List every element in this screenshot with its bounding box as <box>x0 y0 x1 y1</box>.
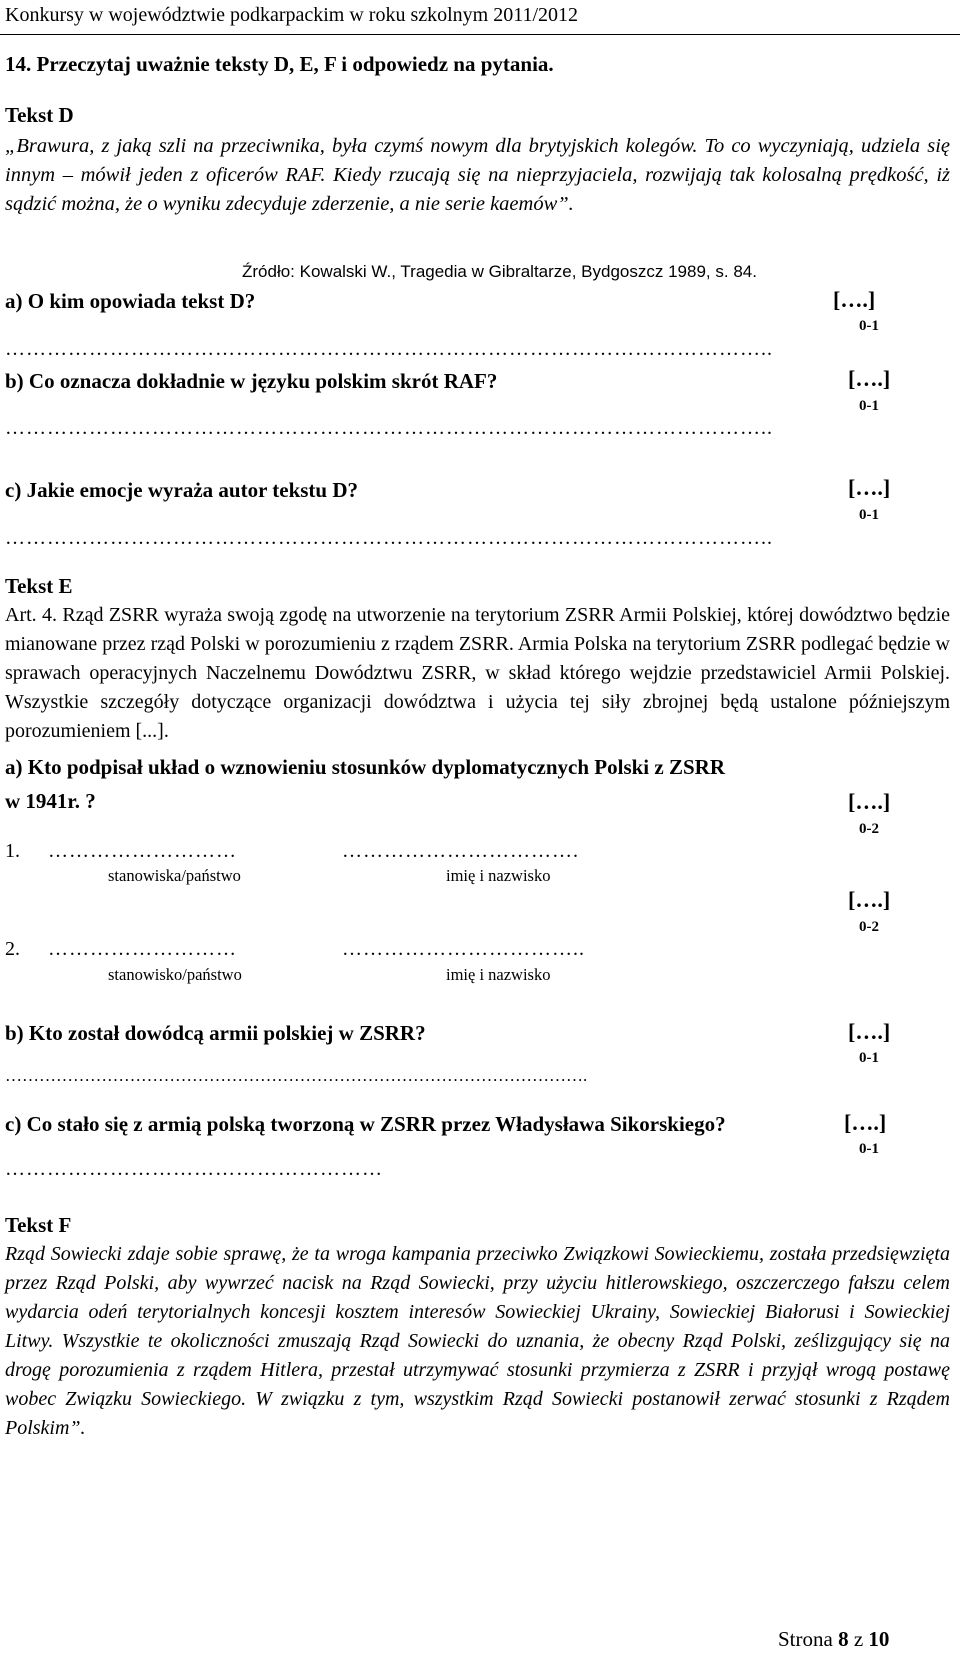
footer-page: 8 <box>838 1627 849 1651</box>
question-e-a: a) Kto podpisał układ o wznowieniu stosunków dyplomatycznych Polski z ZSRR <box>5 755 725 779</box>
answer-line-d-a[interactable]: ……………………………………………………………………………………………….. <box>5 338 773 360</box>
question-d-b: b) Co oznacza dokładnie w języku polskim skrót RAF? <box>5 369 498 393</box>
caption-name: imię i nazwisko <box>446 866 551 885</box>
text-f-title: Tekst F <box>5 1213 72 1237</box>
answer-line-e-c[interactable]: ……………………………………………… <box>5 1158 383 1180</box>
footer-prefix: Strona <box>778 1627 833 1651</box>
answer-line-name-1[interactable]: ……………………………. <box>342 840 579 862</box>
points-bracket: [….] <box>848 887 891 912</box>
text-f-body: Rząd Sowiecki zdaje sobie sprawę, że ta wroga kampania przeciwko Związkowi Sowieckiemu, została przedsięwzięta przez Rząd Polski, aby wywrzeć nacisk na Rząd Sowiecki, przy użyciu hitlerowskiego, oszczerczego fałszu celem wydarcia odeń terytorialnych koncesji kosztem interesów Sowieckiej Ukrainy, Sowieckiej Białorusi i Sowieckiej Litwy. Wszystkie te okoliczności zmuszają Rząd Sowiecki do uznania, że obecny Rząd Polski, ześlizgujący się na drogę porozumienia z rządem Hitlera, przestał utrzymywać stosunki przymierza z ZSRR i przyjął wrogą postawę wobec Związku Sowieckiego. W związku z tym, wszystkim Rząd Sowiecki postanowił zerwać stosunki z Rządem Polskim”. <box>5 1243 950 1439</box>
question-e-c: c) Co stało się z armią polską tworzoną w ZSRR przez Władysława Sikorskiego? <box>5 1112 726 1136</box>
caption-position: stanowiska/państwo <box>108 866 241 885</box>
text-e-body: Art. 4. Rząd ZSRR wyraża swoją zgodę na utworzenie na terytorium ZSRR Armii Polskiej, której dowództwo będzie mianowane przez rząd Polski w porozumieniu z rządem ZSRR. Armia Polska na terytorium ZSRR podlegać będzie w sprawach operacyjnych Naczelnemu Dowództwu ZSRR, w skład którego wejdzie przedstawiciel Armii Polskiej. Wszystkie szczegóły dotyczące organizacji dowództwa i użycia tej siły zbrojnej będą ustalone późniejszym porozumieniem [...]. <box>5 604 950 742</box>
text-e-title: Tekst E <box>5 574 73 598</box>
page-header <box>0 0 960 35</box>
row-number: 1. <box>5 840 20 862</box>
points-label: 0-1 <box>859 318 879 334</box>
points-label: 0-1 <box>859 1141 879 1157</box>
points-bracket: [….] <box>848 475 891 500</box>
points-label: 0-1 <box>859 1050 879 1066</box>
text-d-body: „Brawura, z jaką szli na przeciwnika, była czymś nowym dla brytyjskich kolegów. To co wyczyniają, udziela się innym – mówił jeden z oficerów RAF. Kiedy rzucają się na nieprzyjaciela, rozwijają tak kolosalną prędkość, iż sądzić można, że o wyniku zdecyduje zderzenie, a nie serie kaemów”. <box>5 135 950 215</box>
text-d-source: Źródło: Kowalski W., Tragedia w Gibraltarze, Bydgoszcz 1989, s. 84. <box>242 262 757 281</box>
task-title: 14. Przeczytaj uważnie teksty D, E, F i odpowiedz na pytania. <box>5 52 554 76</box>
points-bracket: [….] <box>848 366 891 391</box>
points-label: 0-2 <box>859 919 879 935</box>
answer-line-position-1[interactable]: ……………………… <box>48 840 237 862</box>
row-number: 2. <box>5 938 20 960</box>
caption-name: imię i nazwisko <box>446 965 551 984</box>
question-e-a-cont: w 1941r. ? <box>5 789 96 813</box>
points-label: 0-1 <box>859 507 879 523</box>
answer-line-e-b[interactable]: …………………………………………………………………………………………. <box>5 1066 588 1085</box>
points-label: 0-2 <box>859 821 879 837</box>
points-bracket: [….] <box>848 789 891 814</box>
footer-total: 10 <box>868 1627 890 1651</box>
answer-line-position-2[interactable]: ……………………… <box>48 938 237 960</box>
question-e-b: b) Kto został dowódcą armii polskiej w ZSRR? <box>5 1021 426 1045</box>
page-footer <box>778 1627 889 1652</box>
answer-line-d-b[interactable]: ……………………………………………………………………………………………….. <box>5 417 773 439</box>
header-text: Konkursy w województwie podkarpackim w roku szkolnym 2011/2012 <box>5 4 579 26</box>
answer-line-d-c[interactable]: ……………………………………………………………………………………………….. <box>5 527 773 549</box>
points-label: 0-1 <box>859 398 879 414</box>
answer-line-name-2[interactable]: …………………………….. <box>342 938 585 960</box>
points-bracket: [….] <box>848 1019 891 1044</box>
caption-position: stanowisko/państwo <box>108 965 242 984</box>
question-d-a: a) O kim opowiada tekst D? <box>5 289 256 313</box>
footer-sep: z <box>853 1627 864 1651</box>
text-d-title: Tekst D <box>5 103 74 127</box>
question-d-c: c) Jakie emocje wyraża autor tekstu D? <box>5 478 359 502</box>
points-bracket: [….] <box>833 287 876 312</box>
points-bracket: [….] <box>844 1110 887 1135</box>
